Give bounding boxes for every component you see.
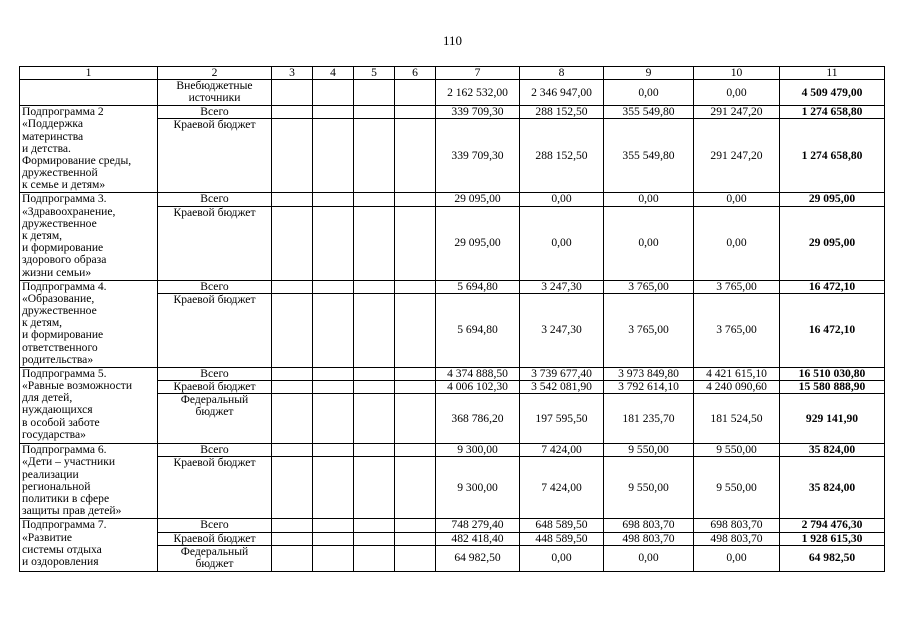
column-header-1: 1 [20, 67, 158, 80]
empty-cell [272, 80, 313, 106]
empty-cell [313, 444, 354, 457]
column-header-10: 10 [694, 67, 780, 80]
funding-source-line: бюджет [195, 557, 234, 571]
column-header-7: 7 [436, 67, 520, 80]
year-value: 288 152,50 [520, 106, 604, 119]
total-value: 1 928 615,30 [780, 532, 885, 545]
subprogram-name [20, 367, 158, 443]
subprogram-name-line: дружественное [22, 304, 97, 318]
funding-source [158, 119, 272, 193]
empty-cell [354, 280, 395, 293]
subprogram-name-line: государства» [22, 427, 86, 441]
subprogram-name-line: родительства» [22, 352, 94, 366]
empty-cell [313, 519, 354, 532]
year-value: 3 247,30 [520, 280, 604, 293]
total-value: 16 510 030,80 [780, 367, 885, 380]
empty-cell [354, 532, 395, 545]
year-value: 9 550,00 [694, 444, 780, 457]
year-value: 9 550,00 [694, 457, 780, 519]
subprogram-name-line: региональной [22, 479, 91, 493]
year-value: 0,00 [694, 80, 780, 106]
empty-cell [354, 381, 395, 394]
empty-cell [272, 367, 313, 380]
year-value: 3 765,00 [694, 293, 780, 367]
year-value: 29 095,00 [436, 193, 520, 206]
year-value: 0,00 [694, 206, 780, 280]
empty-cell [313, 545, 354, 571]
funding-source-text: Всего [200, 192, 229, 206]
subprogram-name-line: здорового образа [22, 253, 107, 267]
subprogram-name-line: к детям, [22, 316, 63, 330]
total-value: 29 095,00 [780, 206, 885, 280]
funding-source [158, 444, 272, 457]
year-value: 3 542 081,90 [520, 381, 604, 394]
empty-cell [272, 457, 313, 519]
empty-cell [313, 394, 354, 444]
empty-cell [395, 457, 436, 519]
subprogram-name-line: Подпрограмма 3. [22, 192, 107, 206]
subprogram-name-line: «Образование, [22, 291, 95, 305]
empty-cell [313, 80, 354, 106]
total-value: 929 141,90 [780, 394, 885, 444]
subprogram-name-line: и детства. [22, 141, 71, 155]
funding-source-text: Краевой бюджет [173, 293, 256, 306]
year-value: 9 300,00 [436, 444, 520, 457]
subprogram-name-line: жизни семьи» [22, 265, 92, 279]
funding-source-line: Федеральный [180, 545, 249, 558]
subprogram-name-line: защиты прав детей» [22, 504, 122, 518]
year-value: 748 279,40 [436, 519, 520, 532]
empty-cell [354, 119, 395, 193]
year-value: 0,00 [694, 545, 780, 571]
total-value: 35 824,00 [780, 457, 885, 519]
total-value: 16 472,10 [780, 293, 885, 367]
column-header-3: 3 [272, 67, 313, 80]
empty-cell [313, 457, 354, 519]
year-value: 448 589,50 [520, 532, 604, 545]
subprogram-name-line: в особой заботе [22, 415, 100, 429]
empty-cell [272, 532, 313, 545]
subprogram-name [20, 519, 158, 571]
empty-cell [395, 367, 436, 380]
year-value: 7 424,00 [520, 457, 604, 519]
empty-cell [313, 206, 354, 280]
empty-cell [354, 193, 395, 206]
funding-source [158, 532, 272, 545]
table-row [20, 106, 885, 119]
empty-cell [272, 206, 313, 280]
year-value: 197 595,50 [520, 394, 604, 444]
subprogram-name-line: Подпрограмма 4. [22, 280, 107, 293]
funding-source [158, 293, 272, 367]
funding-source [158, 457, 272, 519]
column-header-6: 6 [395, 67, 436, 80]
funding-source [158, 80, 272, 106]
funding-source-text: Краевой бюджет [173, 456, 256, 470]
total-value: 16 472,10 [780, 280, 885, 293]
page-number: 110 [442, 33, 463, 48]
empty-cell [313, 280, 354, 293]
table-row [20, 519, 885, 532]
empty-cell [354, 293, 395, 367]
empty-cell [272, 293, 313, 367]
subprogram-name-line: «Развитие [22, 530, 73, 544]
empty-cell [313, 119, 354, 193]
funding-source [158, 106, 272, 119]
year-value: 3 739 677,40 [520, 367, 604, 380]
empty-cell [354, 545, 395, 571]
empty-cell [354, 457, 395, 519]
year-value: 9 550,00 [604, 444, 694, 457]
header-row [20, 67, 885, 80]
funding-source [158, 367, 272, 380]
year-value: 4 006 102,30 [436, 381, 520, 394]
subprogram-name-line: материнства [22, 129, 84, 143]
empty-cell [313, 367, 354, 380]
year-value: 648 589,50 [520, 519, 604, 532]
empty-cell [395, 532, 436, 545]
subprogram-name [20, 106, 158, 193]
empty-cell [395, 519, 436, 532]
funding-source [158, 381, 272, 394]
subprogram-name-line: Подпрограмма 2 [22, 105, 104, 119]
subprogram-name-line: ответственного [22, 340, 98, 354]
funding-source-text: Краевой бюджет [173, 380, 256, 394]
year-value: 0,00 [604, 545, 694, 571]
funding-source [158, 394, 272, 444]
year-value: 698 803,70 [604, 519, 694, 532]
year-value: 3 247,30 [520, 293, 604, 367]
year-value: 7 424,00 [520, 444, 604, 457]
empty-cell [354, 106, 395, 119]
subprogram-name-line: системы отдыха [22, 542, 102, 556]
year-value: 9 550,00 [604, 457, 694, 519]
subprogram-name [20, 80, 158, 106]
year-value: 3 765,00 [604, 280, 694, 293]
subprogram-name-line: реализации [22, 467, 79, 481]
year-value: 3 765,00 [694, 280, 780, 293]
funding-source-text: Всего [200, 518, 229, 532]
funding-source-text: Всего [200, 280, 229, 293]
empty-cell [354, 206, 395, 280]
total-value: 35 824,00 [780, 444, 885, 457]
empty-cell [395, 293, 436, 367]
empty-cell [395, 394, 436, 444]
empty-cell [313, 532, 354, 545]
empty-cell [395, 280, 436, 293]
table-row [20, 193, 885, 206]
year-value: 3 973 849,80 [604, 367, 694, 380]
subprogram-name-line: «Дети – участники [22, 455, 116, 469]
year-value: 181 235,70 [604, 394, 694, 444]
total-value: 1 274 658,80 [780, 119, 885, 193]
subprogram-name-line: Подпрограмма 7. [22, 518, 107, 532]
empty-cell [354, 394, 395, 444]
subprogram-name [20, 280, 158, 367]
subprogram-name-line: Подпрограмма 5. [22, 367, 107, 380]
year-value: 339 709,30 [436, 119, 520, 193]
year-value: 498 803,70 [604, 532, 694, 545]
year-value: 339 709,30 [436, 106, 520, 119]
funding-source-text: Краевой бюджет [173, 532, 256, 545]
table-row [20, 80, 885, 106]
year-value: 498 803,70 [694, 532, 780, 545]
column-header-8: 8 [520, 67, 604, 80]
subprogram-name-line: к семье и детям» [22, 178, 106, 192]
year-value: 4 374 888,50 [436, 367, 520, 380]
year-value: 29 095,00 [436, 206, 520, 280]
subprogram-name-line: дружественной [22, 166, 98, 180]
year-value: 291 247,20 [694, 106, 780, 119]
total-value: 29 095,00 [780, 193, 885, 206]
table-row [20, 444, 885, 457]
subprogram-name-line: дружественное [22, 216, 97, 230]
empty-cell [313, 106, 354, 119]
empty-cell [272, 106, 313, 119]
funding-source-text: Краевой бюджет [173, 118, 256, 132]
subprogram-name-line: и формирование [22, 328, 104, 342]
subprogram-name-line: и формирование [22, 241, 104, 255]
subprogram-name [20, 193, 158, 280]
year-value: 0,00 [520, 206, 604, 280]
year-value: 64 982,50 [436, 545, 520, 571]
empty-cell [395, 444, 436, 457]
year-value: 355 549,80 [604, 106, 694, 119]
year-value: 482 418,40 [436, 532, 520, 545]
total-value: 4 509 479,00 [780, 80, 885, 106]
subprogram-name-line: для детей, [22, 391, 73, 405]
table-row [20, 367, 885, 380]
subprogram-name-line: «Равные возможности [22, 379, 133, 393]
year-value: 288 152,50 [520, 119, 604, 193]
year-value: 355 549,80 [604, 119, 694, 193]
year-value: 9 300,00 [436, 457, 520, 519]
column-header-5: 5 [354, 67, 395, 80]
empty-cell [395, 206, 436, 280]
funding-source-line: источники [188, 91, 241, 105]
year-value: 698 803,70 [694, 519, 780, 532]
empty-cell [395, 545, 436, 571]
empty-cell [272, 193, 313, 206]
empty-cell [354, 367, 395, 380]
empty-cell [395, 80, 436, 106]
budget-table [19, 66, 885, 572]
year-value: 5 694,80 [436, 280, 520, 293]
empty-cell [272, 119, 313, 193]
subprogram-name-line: нуждающихся [22, 403, 93, 417]
subprogram-name-line: «Здравоохранение, [22, 204, 116, 218]
subprogram-name-line: «Поддержка [22, 117, 83, 131]
empty-cell [395, 106, 436, 119]
funding-source [158, 206, 272, 280]
empty-cell [272, 280, 313, 293]
year-value: 291 247,20 [694, 119, 780, 193]
total-value: 1 274 658,80 [780, 106, 885, 119]
funding-source-line: Внебюджетные [176, 79, 253, 93]
empty-cell [395, 381, 436, 394]
empty-cell [313, 193, 354, 206]
subprogram-name-line: и оздоровления [22, 555, 99, 569]
funding-source-text: Всего [200, 105, 229, 119]
funding-source-line: Федеральный [180, 393, 249, 407]
column-header-9: 9 [604, 67, 694, 80]
empty-cell [272, 381, 313, 394]
year-value: 4 240 090,60 [694, 381, 780, 394]
empty-cell [272, 519, 313, 532]
year-value: 0,00 [604, 80, 694, 106]
subprogram-name [20, 444, 158, 519]
empty-cell [272, 444, 313, 457]
empty-cell [395, 193, 436, 206]
year-value: 3 765,00 [604, 293, 694, 367]
total-value: 64 982,50 [780, 545, 885, 571]
empty-cell [272, 545, 313, 571]
funding-source-text: Краевой бюджет [173, 206, 256, 219]
table-row [20, 280, 885, 293]
subprogram-name-line: политики в сфере [22, 492, 110, 506]
empty-cell [395, 119, 436, 193]
funding-source-line: бюджет [195, 405, 234, 419]
year-value: 368 786,20 [436, 394, 520, 444]
column-header-4: 4 [313, 67, 354, 80]
year-value: 0,00 [604, 206, 694, 280]
year-value: 4 421 615,10 [694, 367, 780, 380]
subprogram-name-line: Формирование среды, [22, 154, 132, 168]
total-value: 15 580 888,90 [780, 381, 885, 394]
total-value: 2 794 476,30 [780, 519, 885, 532]
funding-source-text: Всего [200, 367, 229, 380]
year-value: 0,00 [520, 545, 604, 571]
empty-cell [313, 293, 354, 367]
year-value: 5 694,80 [436, 293, 520, 367]
funding-source-text: Всего [200, 443, 229, 457]
empty-cell [272, 394, 313, 444]
year-value: 0,00 [694, 193, 780, 206]
year-value: 2 162 532,00 [436, 80, 520, 106]
empty-cell [354, 80, 395, 106]
subprogram-name-line: Подпрограмма 6. [22, 443, 107, 457]
column-header-11: 11 [780, 67, 885, 80]
empty-cell [354, 519, 395, 532]
empty-cell [354, 444, 395, 457]
funding-source [158, 193, 272, 206]
funding-source [158, 280, 272, 293]
subprogram-name-line: к детям, [22, 229, 63, 243]
empty-cell [313, 381, 354, 394]
column-header-2: 2 [158, 67, 272, 80]
year-value: 181 524,50 [694, 394, 780, 444]
funding-source [158, 545, 272, 571]
year-value: 2 346 947,00 [520, 80, 604, 106]
year-value: 0,00 [520, 193, 604, 206]
year-value: 3 792 614,10 [604, 381, 694, 394]
funding-source [158, 519, 272, 532]
year-value: 0,00 [604, 193, 694, 206]
